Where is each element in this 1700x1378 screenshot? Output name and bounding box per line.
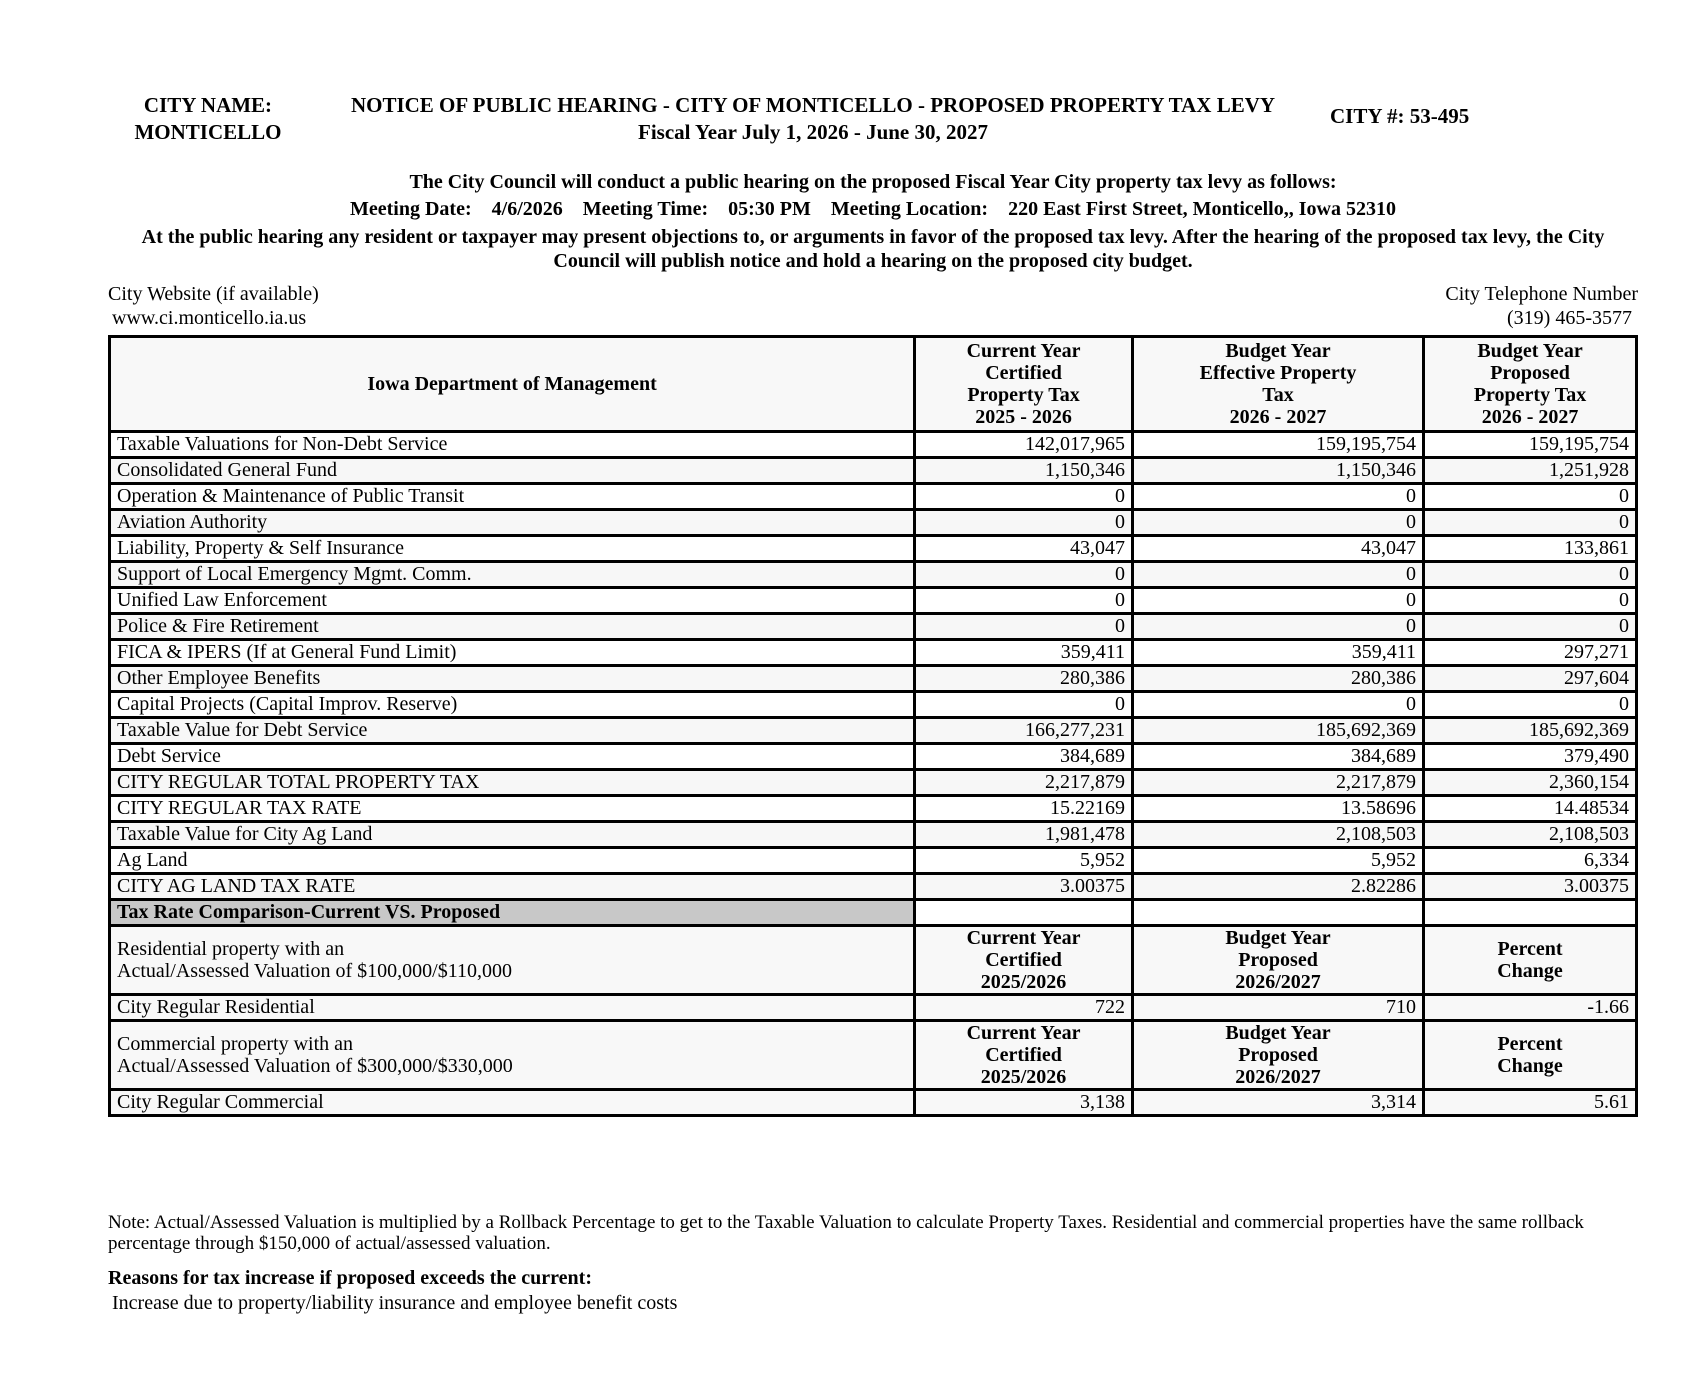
residential-proposed: 710 [1132,995,1423,1021]
commercial-header-row [110,1021,1637,1090]
row-label: Other Employee Benefits [110,666,915,692]
empty-cell [1424,900,1637,926]
table-row [110,822,1637,848]
commercial-proposed: 3,314 [1132,1090,1423,1116]
budget-proposed-value: 1,251,928 [1424,458,1637,484]
table-row [110,484,1637,510]
current-year-value: 0 [915,484,1133,510]
current-year-value: 43,047 [915,536,1133,562]
budget-proposed-value: 14.48534 [1424,796,1637,822]
budget-effective-value: 0 [1132,588,1423,614]
commercial-description: Commercial property with an Actual/Assessed Valuation of $300,000/$330,000 [110,1021,915,1090]
phone-block [1445,282,1638,330]
budget-effective-value: 2.82286 [1132,874,1423,900]
table-row [110,692,1637,718]
commercial-label: City Regular Commercial [110,1090,915,1116]
budget-proposed-value: 0 [1424,692,1637,718]
reasons-heading: Reasons for tax increase if proposed exceeds the current: [108,1267,593,1289]
current-year-value: 2,217,879 [915,770,1133,796]
row-label: Police & Fire Retirement [110,614,915,640]
current-year-value: 359,411 [915,640,1133,666]
commercial-percent-change: 5.61 [1424,1090,1637,1116]
budget-effective-value: 13.58696 [1132,796,1423,822]
empty-cell [1132,900,1423,926]
current-year-value: 280,386 [915,666,1133,692]
meeting-date-label: Meeting Date: [350,198,472,220]
table-row [110,614,1637,640]
rollback-note: Note: Actual/Assessed Valuation is multiplied by a Rollback Percentage to get to the Taxable Valuation to calculate Property Taxes. Residential and commercial properties have the same rollback percentage through $150,000 of actual/assessed valuation. [108,1212,1584,1254]
residential-header-proposed: Budget Year Proposed 2026/2027 [1132,926,1423,995]
budget-effective-value: 2,217,879 [1132,770,1423,796]
row-label: CITY AG LAND TAX RATE [110,874,915,900]
budget-effective-value: 0 [1132,510,1423,536]
current-year-value: 0 [915,692,1133,718]
row-label: Unified Law Enforcement [110,588,915,614]
budget-proposed-value: 2,360,154 [1424,770,1637,796]
budget-proposed-value: 0 [1424,510,1637,536]
meeting-time: 05:30 PM [728,198,811,220]
current-year-value: 384,689 [915,744,1133,770]
meeting-location-label: Meeting Location: [830,198,989,220]
budget-effective-value: 185,692,369 [1132,718,1423,744]
current-year-value: 0 [915,562,1133,588]
budget-proposed-value: 3.00375 [1424,874,1637,900]
table-row [110,874,1637,900]
budget-effective-value: 359,411 [1132,640,1423,666]
row-label: CITY REGULAR TOTAL PROPERTY TAX [110,770,915,796]
current-year-value: 1,981,478 [915,822,1133,848]
row-label: Taxable Value for City Ag Land [110,822,915,848]
table-row [110,666,1637,692]
table-row [110,432,1637,458]
website-link[interactable]: www.ci.monticello.ia.us [112,307,307,329]
budget-effective-value: 0 [1132,484,1423,510]
row-label: Support of Local Emergency Mgmt. Comm. [110,562,915,588]
phone-number: (319) 465-3577 [1507,307,1632,329]
budget-effective-value: 0 [1132,562,1423,588]
residential-description: Residential property with an Actual/Assessed Valuation of $100,000/$110,000 [110,926,915,995]
budget-effective-value: 159,195,754 [1132,432,1423,458]
residential-label: City Regular Residential [110,995,915,1021]
row-label: Ag Land [110,848,915,874]
tax-levy-table [108,335,1638,1117]
row-label: Liability, Property & Self Insurance [110,536,915,562]
budget-effective-value: 280,386 [1132,666,1423,692]
budget-proposed-value: 185,692,369 [1424,718,1637,744]
meeting-date: 4/6/2026 [491,198,563,220]
empty-cell [915,900,1133,926]
residential-header-row [110,926,1637,995]
table-row [110,458,1637,484]
budget-proposed-value: 297,604 [1424,666,1637,692]
budget-proposed-value: 0 [1424,588,1637,614]
budget-effective-value: 5,952 [1132,848,1423,874]
current-year-value: 0 [915,614,1133,640]
current-year-value: 0 [915,510,1133,536]
current-year-value: 5,952 [915,848,1133,874]
residential-current: 722 [915,995,1133,1021]
city-number: CITY #: 53-495 [1330,104,1470,128]
meeting-location: 220 East First Street, Monticello,, Iowa 52310 [1008,198,1396,220]
budget-proposed-value: 2,108,503 [1424,822,1637,848]
city-name-label: CITY NAME: [143,93,273,117]
header-budget-effective: Budget Year Effective Property Tax 2026 - 2027 [1132,337,1423,432]
table-header-row [110,337,1637,432]
hearing-explanation: At the public hearing any resident or taxpayer may present objections to, or arguments in favor of the proposed tax levy. After the hearing of the proposed tax levy, the City Council will publish notice and hold a hearing on the proposed city budget. [141,226,1605,272]
meeting-info [108,197,1638,221]
intro-line: The City Council will conduct a public hearing on the proposed Fiscal Year City property tax levy as follows: [409,171,1337,193]
budget-effective-value: 0 [1132,692,1423,718]
table-row [110,796,1637,822]
city-name: MONTICELLO [134,120,282,144]
commercial-header-current: Current Year Certified 2025/2026 [915,1021,1133,1090]
budget-effective-value: 2,108,503 [1132,822,1423,848]
row-label: Operation & Maintenance of Public Transit [110,484,915,510]
budget-effective-value: 43,047 [1132,536,1423,562]
current-year-value: 3.00375 [915,874,1133,900]
budget-proposed-value: 379,490 [1424,744,1637,770]
row-label: Capital Projects (Capital Improv. Reserve) [110,692,915,718]
budget-proposed-value: 6,334 [1424,848,1637,874]
phone-label: City Telephone Number [1445,283,1638,305]
comparison-title: Tax Rate Comparison-Current VS. Proposed [110,900,915,926]
residential-row [110,995,1637,1021]
budget-proposed-value: 0 [1424,614,1637,640]
budget-proposed-value: 297,271 [1424,640,1637,666]
table-row [110,588,1637,614]
budget-effective-value: 1,150,346 [1132,458,1423,484]
commercial-current: 3,138 [915,1090,1133,1116]
header-budget-proposed: Budget Year Proposed Property Tax 2026 - 2027 [1424,337,1637,432]
row-label: Aviation Authority [110,510,915,536]
row-label: CITY REGULAR TAX RATE [110,796,915,822]
commercial-row [110,1090,1637,1116]
website-label: City Website (if available) [108,283,319,305]
commercial-header-proposed: Budget Year Proposed 2026/2027 [1132,1021,1423,1090]
table-row [110,848,1637,874]
budget-effective-value: 384,689 [1132,744,1423,770]
budget-proposed-value: 0 [1424,484,1637,510]
header-current-year: Current Year Certified Property Tax 2025 - 2026 [915,337,1133,432]
reasons-text: Increase due to property/liability insurance and employee benefit costs [112,1292,678,1314]
row-label: Taxable Value for Debt Service [110,718,915,744]
table-row [110,562,1637,588]
current-year-value: 15.22169 [915,796,1133,822]
commercial-header-percent: Percent Change [1424,1021,1637,1090]
current-year-value: 166,277,231 [915,718,1133,744]
table-row [110,718,1637,744]
row-label: Debt Service [110,744,915,770]
residential-header-percent: Percent Change [1424,926,1637,995]
table-row [110,744,1637,770]
row-label: Taxable Valuations for Non-Debt Service [110,432,915,458]
header-department: Iowa Department of Management [110,337,915,432]
table-row [110,770,1637,796]
budget-proposed-value: 0 [1424,562,1637,588]
residential-header-current: Current Year Certified 2025/2026 [915,926,1133,995]
row-label: FICA & IPERS (If at General Fund Limit) [110,640,915,666]
table-row [110,536,1637,562]
city-name-block [118,92,298,146]
current-year-value: 142,017,965 [915,432,1133,458]
fiscal-year: Fiscal Year July 1, 2026 - June 30, 2027 [638,120,988,144]
row-label: Consolidated General Fund [110,458,915,484]
current-year-value: 0 [915,588,1133,614]
comparison-title-row [110,900,1637,926]
current-year-value: 1,150,346 [915,458,1133,484]
notice-title-block [318,92,1308,146]
meeting-time-label: Meeting Time: [582,198,709,220]
budget-proposed-value: 133,861 [1424,536,1637,562]
table-row [110,640,1637,666]
website-block [108,282,319,330]
residential-percent-change: -1.66 [1424,995,1637,1021]
notice-title: NOTICE OF PUBLIC HEARING - CITY OF MONTICELLO - PROPOSED PROPERTY TAX LEVY [350,93,1276,117]
table-row [110,510,1637,536]
budget-proposed-value: 159,195,754 [1424,432,1637,458]
budget-effective-value: 0 [1132,614,1423,640]
